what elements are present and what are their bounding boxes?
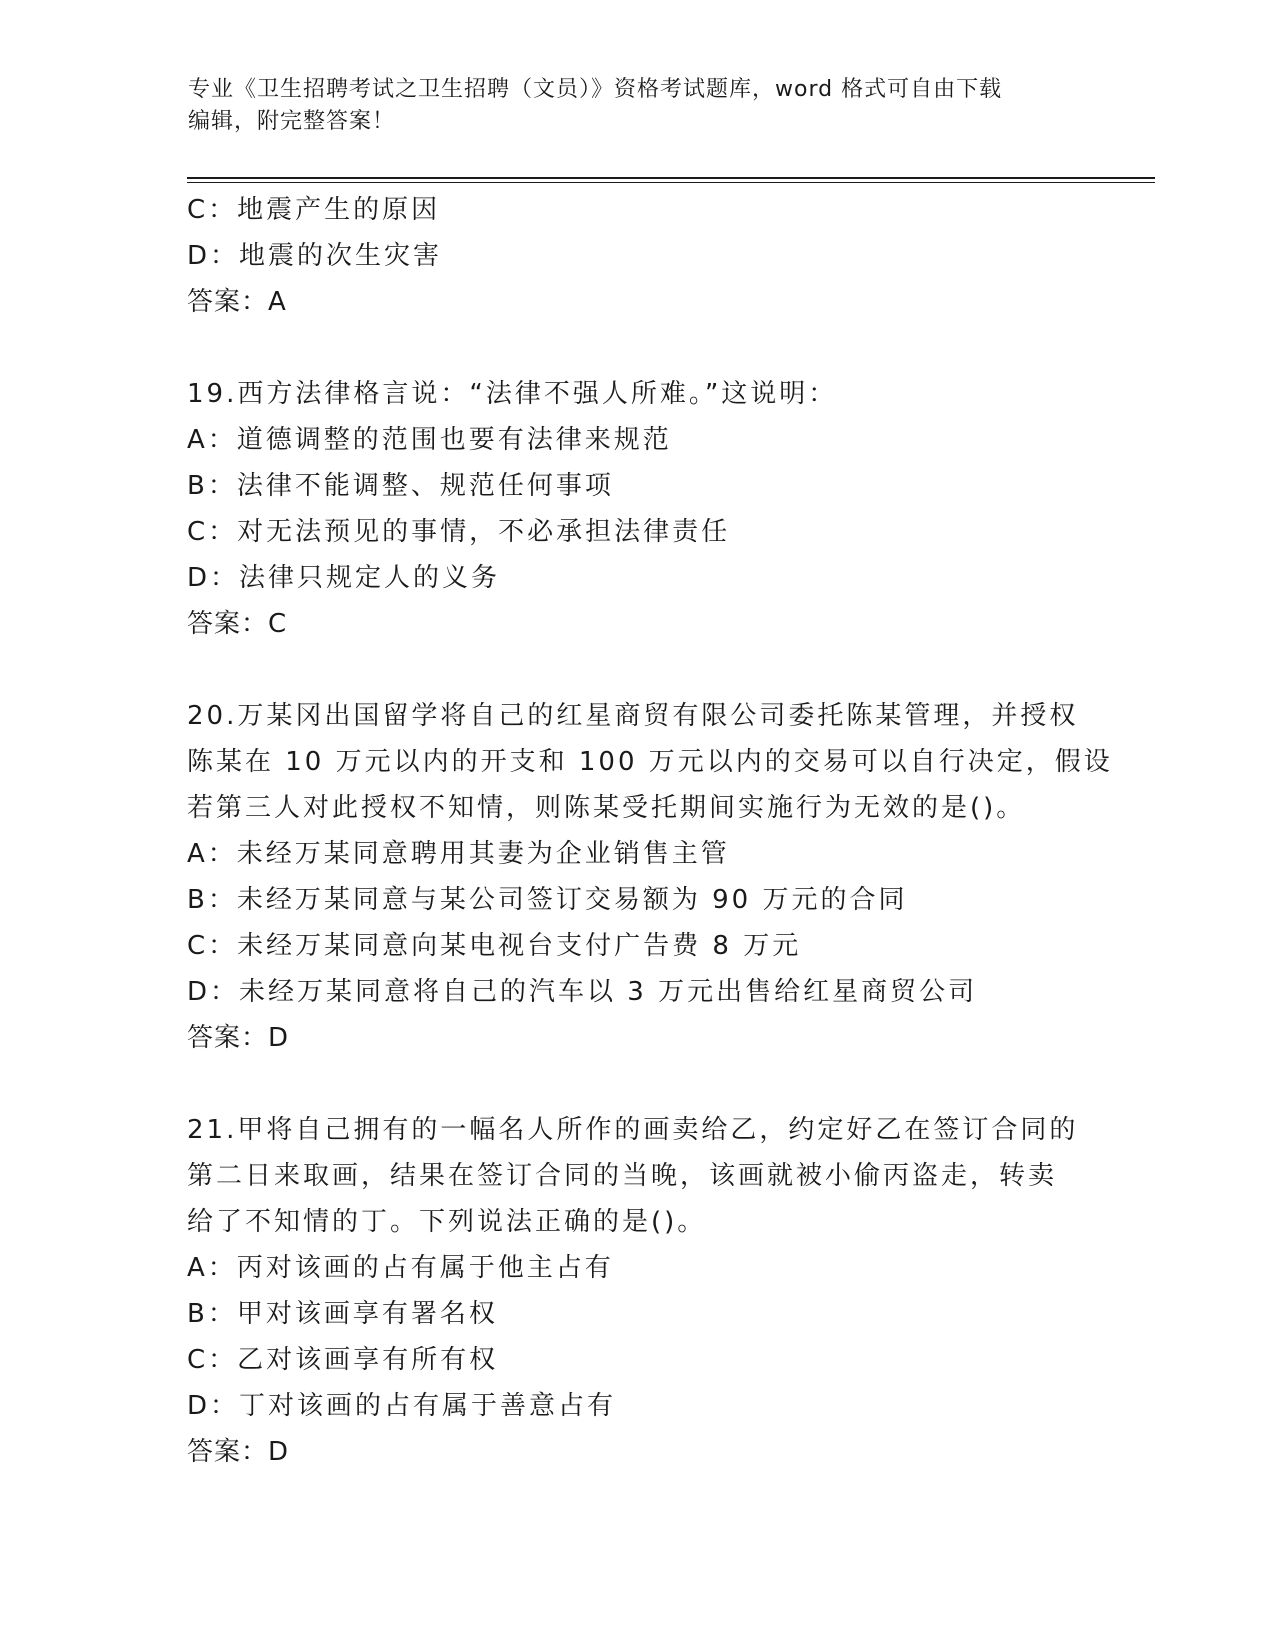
question-18-tail (187, 187, 1087, 325)
spacer (187, 1061, 1087, 1107)
question-21 (187, 1107, 1087, 1475)
spacer (187, 325, 1087, 371)
q21-stem-line-2: 第二日来取画，结果在签订合同的当晚，该画就被小偷丙盗走，转卖 (187, 1161, 1058, 1191)
q21-answer: 答案：D (187, 1437, 290, 1467)
q20-stem-line-1: 20.万某冈出国留学将自己的红星商贸有限公司委托陈某管理，并授权 (187, 701, 1079, 731)
q19-stem: 19.西方法律格言说：“法律不强人所难。”这说明： (187, 379, 838, 409)
q21-option-d: D：丁对该画的占有属于善意占有 (187, 1391, 617, 1421)
header-line-1: 专业《卫生招聘考试之卫生招聘（文员）》资格考试题库，word 格式可自由下载 (188, 77, 1003, 102)
q20-option-b: B：未经万某同意与某公司签订交易额为 90 万元的合同 (187, 885, 908, 915)
q19-option-b: B：法律不能调整、规范任何事项 (187, 471, 614, 501)
q20-option-d: D：未经万某同意将自己的汽车以 3 万元出售给红星商贸公司 (187, 977, 978, 1007)
q21-option-b: B：甲对该画享有署名权 (187, 1299, 498, 1329)
q21-option-a: A：丙对该画的占有属于他主占有 (187, 1253, 614, 1283)
page-header (188, 74, 1068, 138)
q21-option-c: C：乙对该画享有所有权 (187, 1345, 499, 1375)
q19-option-d: D：法律只规定人的义务 (187, 563, 501, 593)
question-19 (187, 371, 1087, 647)
header-rule-thick (187, 177, 1155, 179)
q18-option-d: D：地震的次生灾害 (187, 241, 443, 271)
q19-option-c: C：对无法预见的事情，不必承担法律责任 (187, 517, 731, 547)
q20-stem-line-2: 陈某在 10 万元以内的开支和 100 万元以内的交易可以自行决定，假设 (187, 747, 1113, 777)
q18-answer: 答案：A (187, 287, 287, 317)
q21-stem-line-3: 给了不知情的丁。下列说法正确的是()。 (187, 1207, 707, 1237)
spacer (187, 647, 1087, 693)
q21-stem-line-1: 21.甲将自己拥有的一幅名人所作的画卖给乙，约定好乙在签订合同的 (187, 1115, 1079, 1145)
question-list (187, 187, 1113, 1475)
q19-option-a: A：道德调整的范围也要有法律来规范 (187, 425, 672, 455)
header-rule-thin (187, 182, 1155, 183)
question-20 (187, 693, 1113, 1061)
header-line-2: 编辑，附完整答案！ (188, 109, 396, 134)
q20-stem-line-3: 若第三人对此授权不知情，则陈某受托期间实施行为无效的是()。 (187, 793, 1026, 823)
q20-option-a: A：未经万某同意聘用其妻为企业销售主管 (187, 839, 730, 869)
q20-option-c: C：未经万某同意向某电视台支付广告费 8 万元 (187, 931, 802, 961)
q19-answer: 答案：C (187, 609, 288, 639)
q20-answer: 答案：D (187, 1023, 290, 1053)
q18-option-c: C：地震产生的原因 (187, 195, 441, 225)
